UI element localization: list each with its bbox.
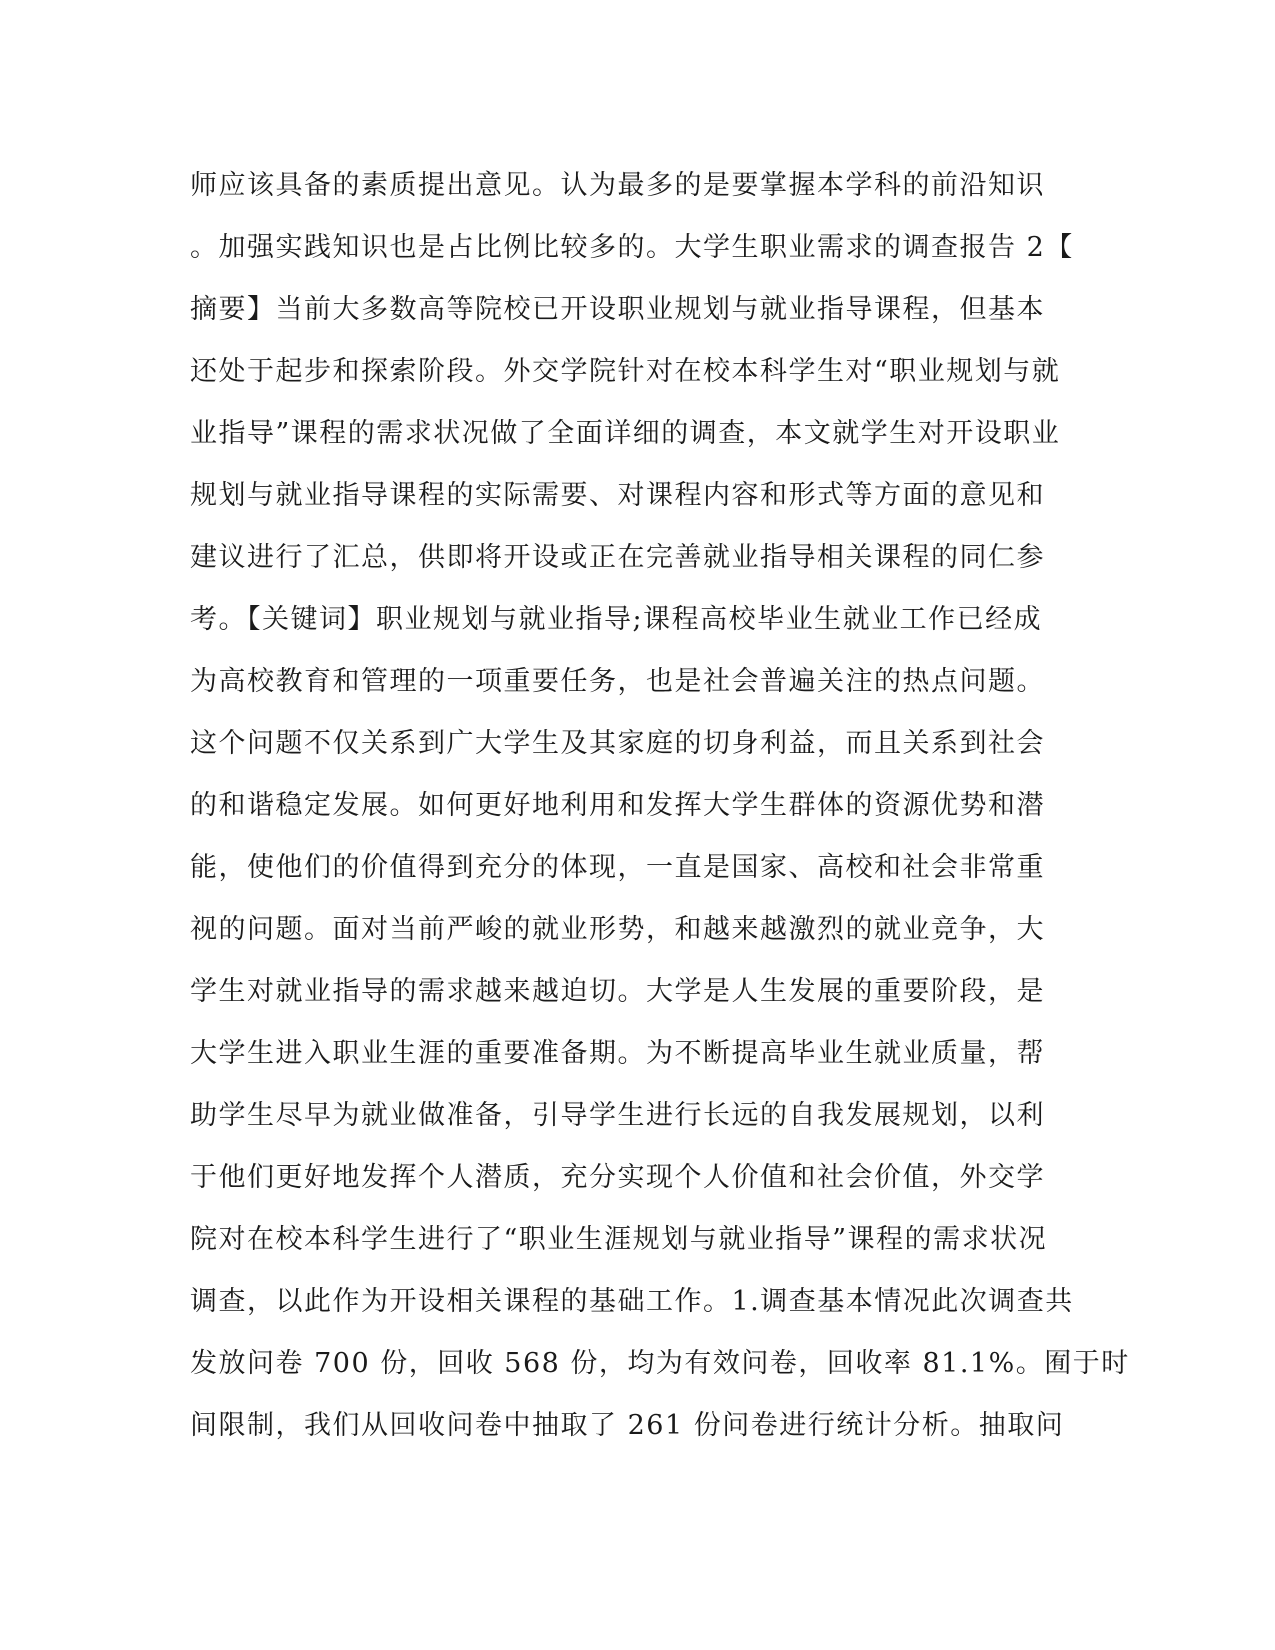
text-line: 助学生尽早为就业做准备，引导学生进行长远的自我发展规划，以利 xyxy=(190,1100,1045,1131)
text-line: 。加强实践知识也是占比例比较多的。大学生职业需求的调查报告 2【 xyxy=(190,232,1074,263)
text-line: 发放问卷 700 份，回收 568 份，均为有效问卷，回收率 81.1%。囿于时 xyxy=(190,1348,1130,1379)
text-line: 间限制，我们从回收问卷中抽取了 261 份问卷进行统计分析。抽取问 xyxy=(190,1410,1065,1441)
text-line: 规划与就业指导课程的实际需要、对课程内容和形式等方面的意见和 xyxy=(190,480,1045,511)
body-text xyxy=(190,166,1130,1468)
text-line: 于他们更好地发挥个人潜质，充分实现个人价值和社会价值，外交学 xyxy=(190,1162,1045,1193)
text-line: 这个问题不仅关系到广大学生及其家庭的切身利益，而且关系到社会 xyxy=(190,728,1045,759)
text-line: 大学生进入职业生涯的重要准备期。为不断提高毕业生就业质量，帮 xyxy=(190,1038,1045,1069)
text-line: 学生对就业指导的需求越来越迫切。大学是人生发展的重要阶段，是 xyxy=(190,976,1045,1007)
text-line: 考。【关键词】职业规划与就业指导;课程高校毕业生就业工作已经成 xyxy=(190,604,1043,635)
text-line: 院对在校本科学生进行了“职业生涯规划与就业指导”课程的需求状况 xyxy=(190,1224,1048,1255)
text-line: 业指导”课程的需求状况做了全面详细的调查，本文就学生对开设职业 xyxy=(190,418,1061,449)
text-line: 的和谐稳定发展。如何更好地利用和发挥大学生群体的资源优势和潜 xyxy=(190,790,1045,821)
text-line: 师应该具备的素质提出意见。认为最多的是要掌握本学科的前沿知识 xyxy=(190,170,1045,201)
text-line: 摘要】当前大多数高等院校已开设职业规划与就业指导课程，但基本 xyxy=(190,294,1045,325)
text-line: 建议进行了汇总，供即将开设或正在完善就业指导相关课程的同仁参 xyxy=(190,542,1045,573)
text-line: 为高校教育和管理的一项重要任务，也是社会普遍关注的热点问题。 xyxy=(190,666,1045,697)
text-line: 调查，以此作为开设相关课程的基础工作。1.调查基本情况此次调查共 xyxy=(190,1286,1074,1317)
text-line: 视的问题。面对当前严峻的就业形势，和越来越激烈的就业竞争，大 xyxy=(190,914,1045,945)
text-line: 还处于起步和探索阶段。外交学院针对在校本科学生对“职业规划与就 xyxy=(190,356,1061,387)
text-line: 能，使他们的价值得到充分的体现，一直是国家、高校和社会非常重 xyxy=(190,852,1045,883)
